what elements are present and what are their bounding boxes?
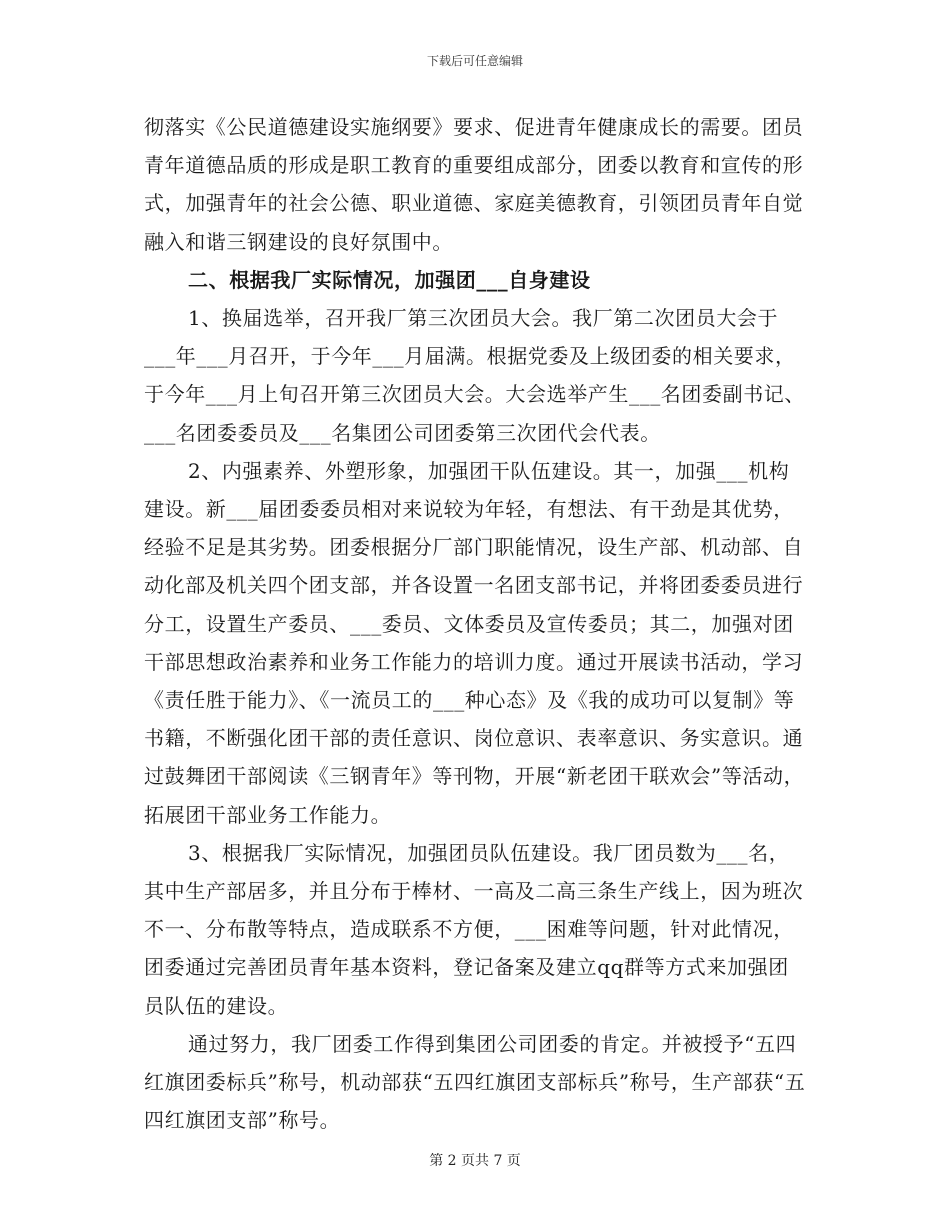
page-number: 第 2 页共 7 页 xyxy=(429,1153,521,1169)
paragraph-item-2: 2、内强素养、外塑形象，加强团干队伍建设。其一，加强___机构建设。新___届团委委员相对来说较为年轻，有想法、有干劲是其优势，经验不足是其劣势。团委根据分厂部门职能情况，设生产部、机动部、自动化部及机关四个团支部，并各设置一名团支部书记，并将团委委员进行分工，设置生产委员、___委员、文体委员及宣传委员；其二，加强对团干部思想政治素养和业务工作能力的培训力度。通过开展读书活动，学习《责任胜于能力》、《一流员工的___种心态》及《我的成功可以复制》等书籍，不断强化团干部的责任意识、岗位意识、表率意识、务实意识。通过鼓舞团干部阅读《三钢青年》等刊物，开展“新老团干联欢会”等活动，拓展团干部业务工作能力。 xyxy=(144,458,805,827)
paragraph-continuation: 彻落实《公民道德建设实施纲要》要求、促进青年健康成长的需要。团员青年道德品质的形成是职工教育的重要组成部分，团委以教育和宣传的形式，加强青年的社会公德、职业道德、家庭美德教育，引领团员青年自觉融入和谐三钢建设的良好氛围中。 xyxy=(144,115,804,254)
document-body xyxy=(144,108,809,1139)
page-header: 下载后可任意编辑 xyxy=(426,54,523,68)
paragraph-item-3: 3、根据我厂实际情况，加强团员队伍建设。我厂团员数为___名，其中生产部居多，并且分布于棒材、一高及二高三条生产线上，因为班次不一、分布散等特点，造成联系不方便，___困难等问题，针对此情况，团委通过完善团员青年基本资料，登记备案及建立qq群等方式来加强团员队伍的建设。 xyxy=(144,840,804,1018)
section-heading: 二、根据我厂实际情况，加强团___自身建设 xyxy=(188,267,591,292)
paragraph-conclusion: 通过努力，我厂团委工作得到集团公司团委的肯定。并被授予“五四红旗团委标兵”称号，机动部获“五四红旗团支部标兵”称号，生产部获“五四红旗团支部”称号。 xyxy=(144,1031,806,1133)
paragraph-item-1: 1、换届选举，召开我厂第三次团员大会。我厂第二次团员大会于___年___月召开，于今年___月届满。根据党委及上级团委的相关要求，于今年___月上旬召开第三次团员大会。大会选举产生___名团委副书记、___名团委委员及___名集团公司团委第三次团代会代表。 xyxy=(144,306,805,445)
